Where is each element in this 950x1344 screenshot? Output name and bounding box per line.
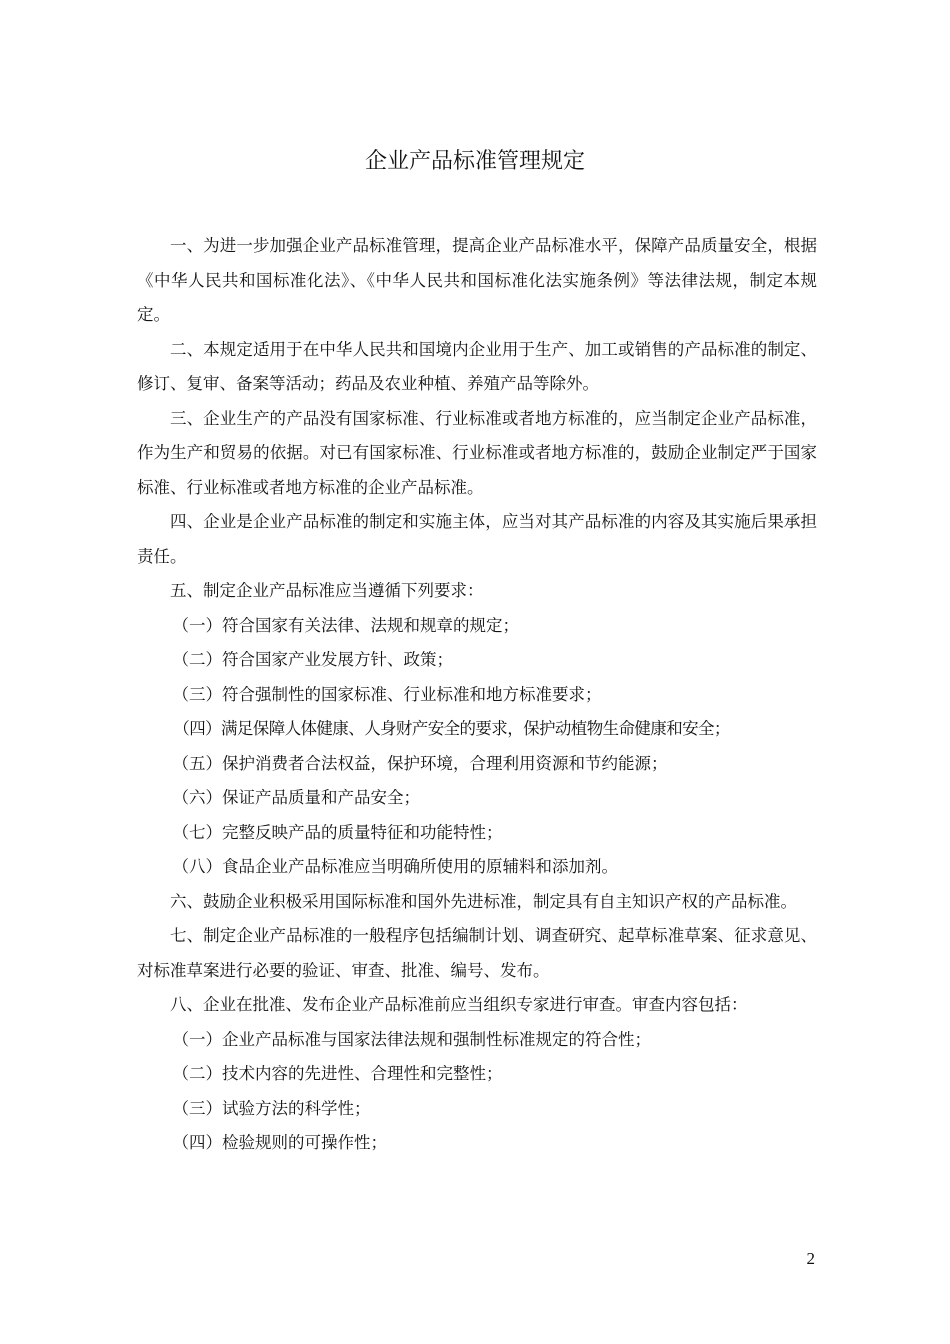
- list-item: （六）保证产品质量和产品安全；: [172, 788, 420, 807]
- document-title: 企业产品标准管理规定: [364, 149, 585, 174]
- list-item: （一）符合国家有关法律、法规和规章的规定；: [172, 615, 519, 635]
- list-item: （七）完整反映产品的质量特征和功能特性；: [172, 822, 503, 842]
- list-item: （四）检验规则的可操作性；: [172, 1133, 387, 1152]
- page-number: 2: [806, 1249, 815, 1268]
- list-item: （五）保护消费者合法权益，保护环境，合理利用资源和节约能源；: [172, 753, 668, 773]
- list-item: （三）试验方法的科学性；: [172, 1098, 371, 1118]
- clause-paragraph: 七、制定企业产品标准的一般程序包括编制计划、调查研究、起草标准草案、征求意见、对标准草案进行必要的验证、审查、批准、编号、发布。: [137, 926, 817, 980]
- document-body: [137, 229, 817, 1161]
- clause-paragraph: 八、企业在批准、发布企业产品标准前应当组织专家进行审查。审查内容包括：: [170, 995, 748, 1014]
- list-item: （八）食品企业产品标准应当明确所使用的原辅料和添加剂。: [172, 857, 618, 876]
- list-item: （二）技术内容的先进性、合理性和完整性；: [172, 1064, 503, 1083]
- list-item: （一）企业产品标准与国家法律法规和强制性标准规定的符合性；: [172, 1029, 651, 1049]
- clause-paragraph: 六、鼓励企业积极采用国际标准和国外先进标准，制定具有自主知识产权的产品标准。: [170, 891, 797, 911]
- clause-paragraph: 五、制定企业产品标准应当遵循下列要求：: [170, 581, 484, 600]
- list-item: （四）满足保障人体健康、人身财产安全的要求，保护动植物生命健康和安全；: [173, 719, 730, 738]
- clause-paragraph: 一、为进一步加强企业产品标准管理，提高企业产品标准水平，保障产品质量安全，根据《中华人民共和国标准化法》、《中华人民共和国标准化法实施条例》等法律法规，制定本规定。: [137, 236, 817, 324]
- list-item: （三）符合强制性的国家标准、行业标准和地方标准要求；: [172, 684, 602, 704]
- clause-paragraph: 二、本规定适用于在中华人民共和国境内企业用于生产、加工或销售的产品标准的制定、修订、复审、备案等活动；药品及农业种植、养殖产品等除外。: [137, 339, 817, 393]
- list-item: （二）符合国家产业发展方针、政策；: [172, 650, 453, 669]
- clause-paragraph: 三、企业生产的产品没有国家标准、行业标准或者地方标准的，应当制定企业产品标准，作为生产和贸易的依据。对已有国家标准、行业标准或者地方标准的，鼓励企业制定严于国家标准、行业标准或者地方标准的企业产品标准。: [137, 408, 817, 497]
- clause-paragraph: 四、企业是企业产品标准的制定和实施主体，应当对其产品标准的内容及其实施后果承担责任。: [137, 512, 817, 566]
